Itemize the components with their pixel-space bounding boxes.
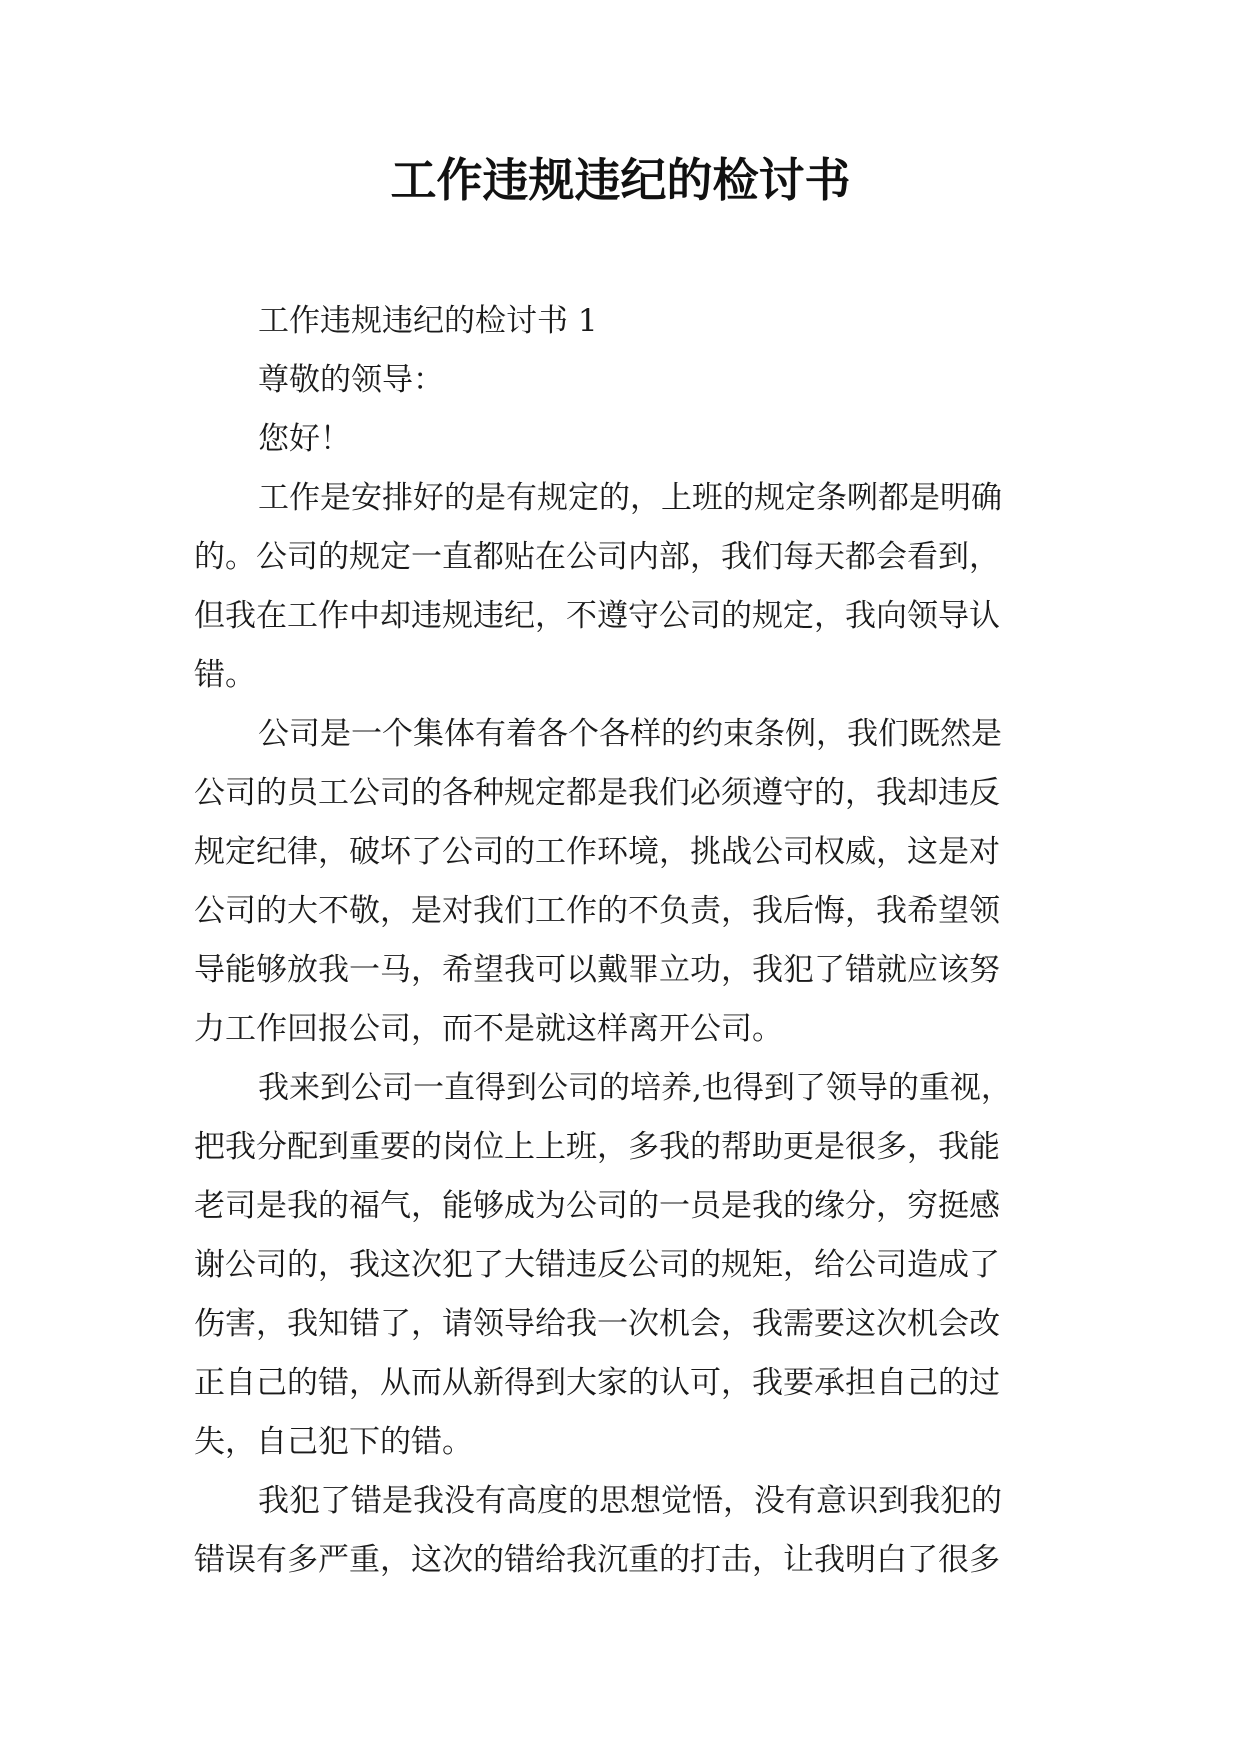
text-line: 工作是安排好的是有规定的，上班的规定条咧都是明确 xyxy=(258,480,1002,516)
document-body xyxy=(194,292,1062,1590)
text-line: 把我分配到重要的岗位上上班，多我的帮助更是很多，我能 xyxy=(194,1129,1000,1165)
text-line: 工作违规违纪的检讨书 1 xyxy=(258,303,598,339)
text-line: 错误有多严重，这次的错给我沉重的打击，让我明白了很多 xyxy=(194,1542,1000,1578)
text-line: 公司的员工公司的各种规定都是我们必须遵守的，我却违反 xyxy=(194,775,1000,811)
text-line: 正自己的错，从而从新得到大家的认可，我要承担自己的过 xyxy=(194,1365,1000,1401)
text-line: 您好！ xyxy=(258,421,351,457)
text-line: 伤害，我知错了，请领导给我一次机会，我需要这次机会改 xyxy=(194,1306,1000,1342)
text-line: 导能够放我一马，希望我可以戴罪立功，我犯了错就应该努 xyxy=(194,952,1000,988)
text-line: 公司是一个集体有着各个各样的约束条例，我们既然是 xyxy=(258,716,1002,752)
text-line: 的。公司的规定一直都贴在公司内部，我们每天都会看到， xyxy=(194,539,1000,575)
text-line: 力工作回报公司，而不是就这样离开公司。 xyxy=(194,1011,783,1047)
text-line: 尊敬的领导： xyxy=(258,362,444,398)
text-line: 失，自己犯下的错。 xyxy=(194,1424,473,1460)
text-line: 规定纪律，破坏了公司的工作环境，挑战公司权威，这是对 xyxy=(194,834,1000,870)
text-line: 我来到公司一直得到公司的培养,也得到了领导的重视， xyxy=(258,1070,1012,1106)
text-line: 错。 xyxy=(194,657,256,693)
document-title: 工作违规违纪的检讨书 xyxy=(390,153,851,207)
text-line: 我犯了错是我没有高度的思想觉悟，没有意识到我犯的 xyxy=(258,1483,1002,1519)
text-line: 老司是我的福气，能够成为公司的一员是我的缘分，穷挺感 xyxy=(194,1188,1000,1224)
text-line: 谢公司的，我这次犯了大错违反公司的规矩，给公司造成了 xyxy=(194,1247,1000,1283)
text-line: 但我在工作中却违规违纪，不遵守公司的规定，我向领导认 xyxy=(194,598,1000,634)
text-line: 公司的大不敬，是对我们工作的不负责，我后悔，我希望领 xyxy=(194,893,1000,929)
